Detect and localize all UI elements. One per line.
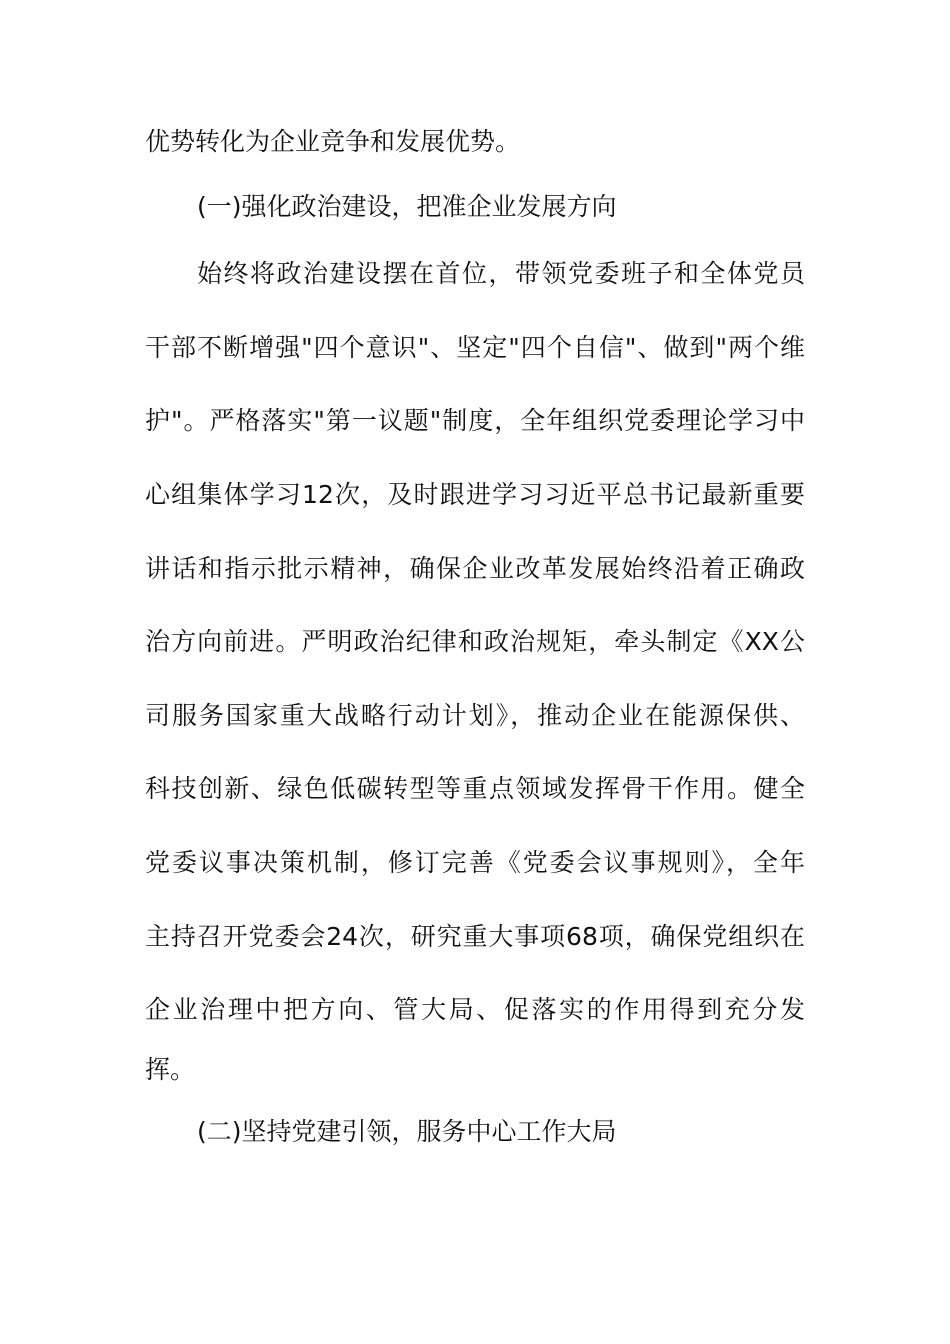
paragraph-line: 优势转化为企业竞争和发展优势。 (145, 127, 521, 156)
section-heading-2: (二)坚持党建引领，服务中心工作大局 (197, 1117, 617, 1146)
paragraph-line: 治方向前进。严明政治纪律和政治规矩，牵头制定《XX公 (145, 627, 805, 656)
paragraph-line: 讲话和指示批示精神，确保企业改革发展始终沿着正确政 (145, 554, 805, 583)
section-heading-1: (一)强化政治建设，把准企业发展方向 (197, 192, 617, 221)
paragraph-line: 干部不断增强"四个意识"、坚定"四个自信"、做到"两个维 (145, 333, 805, 362)
paragraph-line: 挥。 (145, 1055, 196, 1084)
paragraph-line: 护"。严格落实"第一议题"制度，全年组织党委理论学习中 (145, 406, 805, 435)
paragraph-line: 党委议事决策机制，修订完善《党委会议事规则》，全年 (145, 848, 805, 877)
paragraph-line: 司服务国家重大战略行动计划》，推动企业在能源保供、 (145, 701, 805, 730)
paragraph-line: 企业治理中把方向、管大局、促落实的作用得到充分发 (145, 995, 805, 1024)
paragraph-line: 科技创新、绿色低碳转型等重点领域发挥骨干作用。健全 (145, 774, 805, 803)
paragraph-line: 心组集体学习12次，及时跟进学习习近平总书记最新重要 (145, 480, 805, 509)
paragraph-line: 主持召开党委会24次，研究重大事项68项，确保党组织在 (145, 922, 805, 951)
paragraph-line: 始终将政治建设摆在首位，带领党委班子和全体党员 (197, 259, 805, 288)
